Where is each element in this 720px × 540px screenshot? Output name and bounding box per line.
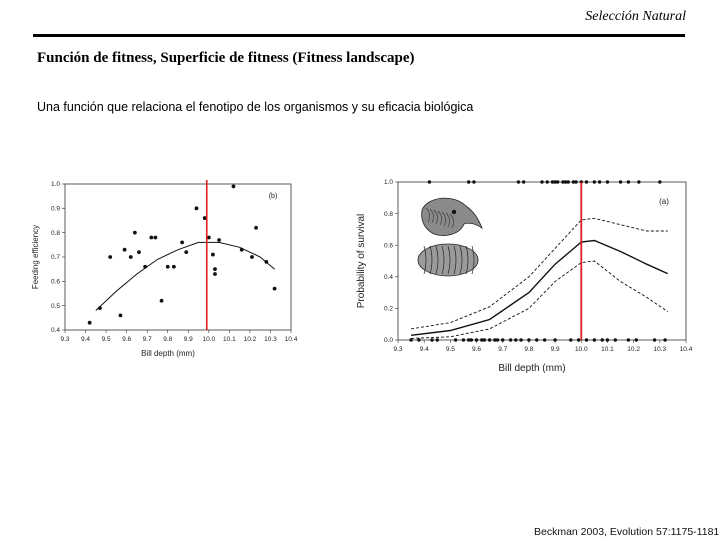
y-tick-label: 1.0 <box>383 179 393 187</box>
pine-cone-illustration <box>418 244 478 276</box>
y-axis-label: Probability of survival <box>356 213 367 309</box>
data-point <box>160 299 164 303</box>
data-point <box>88 321 92 325</box>
nonsurvivor-point <box>627 338 630 341</box>
data-point <box>184 250 188 254</box>
bird-head-shape <box>422 198 482 235</box>
data-point <box>213 272 217 276</box>
x-axis-label: Bill depth (mm) <box>498 363 566 374</box>
survivor-point <box>428 180 431 183</box>
survivor-point <box>517 180 520 183</box>
y-tick-label: 0.8 <box>50 229 60 237</box>
panel-label: (a) <box>659 197 669 206</box>
x-tick-label: 10.0 <box>574 346 588 353</box>
cone-body <box>418 244 478 276</box>
y-tick-label: 0.4 <box>383 274 393 281</box>
data-point <box>217 238 221 242</box>
y-tick-label: 0.4 <box>50 327 60 335</box>
data-point <box>211 253 215 257</box>
x-tick-label: 10.0 <box>202 336 216 343</box>
survivor-point <box>546 180 549 183</box>
nonsurvivor-point <box>663 338 666 341</box>
data-point <box>172 265 176 269</box>
data-point <box>273 287 277 291</box>
y-tick-label: 0.6 <box>383 242 393 250</box>
survivor-point <box>598 180 601 183</box>
nonsurvivor-point <box>569 338 572 341</box>
slide-description: Una función que relaciona el fenotipo de los organismos y su eficacia biológica <box>37 100 474 114</box>
survival-probability-chart <box>352 174 692 374</box>
nonsurvivor-point <box>496 338 499 341</box>
y-tick-label: 0.8 <box>383 210 393 218</box>
nonsurvivor-point <box>430 338 433 341</box>
citation: Beckman 2003, Evolution 57:1175-1181 <box>534 526 720 538</box>
slide-title: Función de fitness, Superficie de fitness (Fitness landscape) <box>37 50 415 66</box>
nonsurvivor-point <box>614 338 617 341</box>
y-tick-label: 1.0 <box>50 181 60 189</box>
x-tick-label: 10.3 <box>653 346 667 353</box>
survivor-point <box>472 180 475 183</box>
x-tick-label: 10.3 <box>264 336 277 343</box>
nonsurvivor-point <box>501 338 504 341</box>
data-point <box>213 267 217 271</box>
data-point <box>149 236 153 240</box>
x-tick-label: 9.9 <box>183 336 193 343</box>
survivor-point <box>585 180 588 183</box>
x-tick-label: 10.1 <box>601 346 614 353</box>
x-tick-label: 9.8 <box>524 346 534 353</box>
x-tick-label: 10.4 <box>284 336 298 343</box>
x-tick-label: 10.1 <box>223 336 236 343</box>
x-tick-label: 9.6 <box>122 336 132 343</box>
survivor-point <box>467 180 470 183</box>
nonsurvivor-point <box>653 338 656 341</box>
nonsurvivor-point <box>527 338 530 341</box>
nonsurvivor-point <box>454 338 457 341</box>
data-point <box>129 255 133 259</box>
nonsurvivor-point <box>553 338 556 341</box>
nonsurvivor-point <box>519 338 522 341</box>
survivor-point <box>606 180 609 183</box>
x-tick-label: 9.7 <box>498 346 508 353</box>
data-point <box>123 248 127 252</box>
data-point <box>250 255 254 259</box>
nonsurvivor-point <box>488 338 491 341</box>
data-point <box>254 226 258 230</box>
y-tick-label: 0.5 <box>50 302 60 310</box>
y-tick-label: 0.2 <box>383 305 393 313</box>
x-tick-label: 9.8 <box>163 336 173 343</box>
x-tick-label: 9.7 <box>142 336 152 343</box>
data-point <box>264 260 268 264</box>
data-point <box>108 255 112 259</box>
panel-label: (b) <box>268 193 278 200</box>
x-tick-label: 10.4 <box>679 346 692 353</box>
data-point <box>180 241 184 245</box>
data-point <box>240 248 244 252</box>
x-tick-label: 9.9 <box>550 346 560 353</box>
nonsurvivor-point <box>462 338 465 341</box>
x-tick-label: 9.4 <box>419 346 429 353</box>
nonsurvivor-point <box>483 338 486 341</box>
data-point <box>195 206 199 210</box>
x-tick-label: 9.4 <box>81 336 91 343</box>
survivor-point <box>619 180 622 183</box>
x-tick-label: 10.2 <box>627 346 640 353</box>
nonsurvivor-point <box>509 338 512 341</box>
nonsurvivor-point <box>577 338 580 341</box>
y-axis-label: Feeding efficiency <box>31 224 40 290</box>
crossbill-head-illustration <box>422 198 482 235</box>
nonsurvivor-point <box>470 338 473 341</box>
nonsurvivor-point <box>535 338 538 341</box>
data-point <box>154 236 158 240</box>
nonsurvivor-point <box>601 338 604 341</box>
x-axis-label: Bill depth (mm) <box>141 349 195 358</box>
survivor-point <box>522 180 525 183</box>
survivor-point <box>566 180 569 183</box>
nonsurvivor-point <box>409 338 412 341</box>
nonsurvivor-point <box>436 338 439 341</box>
nonsurvivor-point <box>635 338 638 341</box>
nonsurvivor-point <box>606 338 609 341</box>
survivor-point <box>540 180 543 183</box>
x-tick-label: 9.5 <box>445 346 455 353</box>
section-title: Selección Natural <box>585 9 686 24</box>
survivor-point <box>658 180 661 183</box>
nonsurvivor-point <box>593 338 596 341</box>
survivor-point <box>627 180 630 183</box>
nonsurvivor-point <box>543 338 546 341</box>
nonsurvivor-point <box>417 338 420 341</box>
data-point <box>119 314 123 318</box>
survivor-point <box>556 180 559 183</box>
x-tick-label: 9.3 <box>393 346 403 353</box>
data-point <box>133 231 137 235</box>
data-point <box>166 265 170 269</box>
y-tick-label: 0.7 <box>50 254 60 262</box>
x-tick-label: 9.6 <box>472 346 482 353</box>
feeding-efficiency-chart <box>28 176 298 362</box>
nonsurvivor-point <box>514 338 517 341</box>
data-point <box>98 306 102 310</box>
x-tick-label: 9.3 <box>60 336 70 343</box>
nonsurvivor-point <box>585 338 588 341</box>
y-tick-label: 0.0 <box>383 337 393 345</box>
x-tick-label: 10.2 <box>243 336 257 343</box>
data-point <box>137 250 141 254</box>
survivor-point <box>593 180 596 183</box>
data-point <box>143 265 147 269</box>
survivor-point <box>637 180 640 183</box>
survivor-point <box>574 180 577 183</box>
y-tick-label: 0.9 <box>50 205 60 213</box>
bird-eye <box>452 210 456 214</box>
x-tick-label: 9.5 <box>101 336 111 343</box>
header-rule <box>33 34 685 37</box>
data-point <box>232 185 236 189</box>
nonsurvivor-point <box>475 338 478 341</box>
y-tick-label: 0.6 <box>50 278 60 286</box>
